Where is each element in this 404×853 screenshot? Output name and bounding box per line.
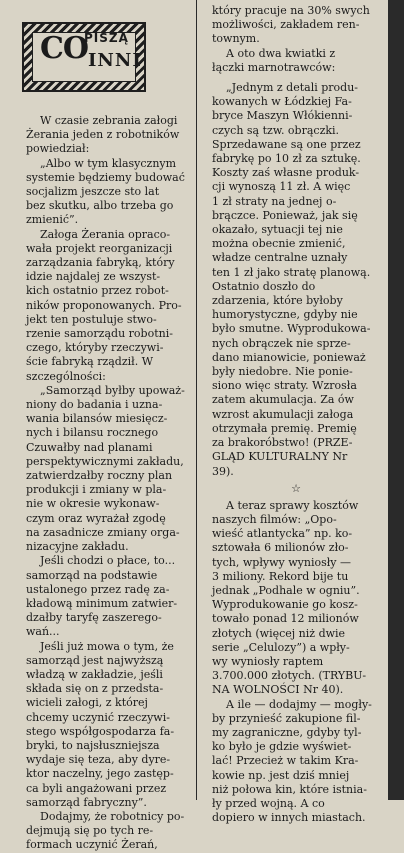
page-edge-shadow (388, 0, 404, 800)
text-line: jekt ten postuluje stwo- (26, 312, 157, 326)
text-line: ko było je gdzie wyświet- (212, 740, 352, 754)
text-line: zdarzenia, które byłoby (212, 294, 343, 308)
text-line: bez skutku, albo trzeba go (26, 199, 174, 213)
text-line: 3.700.000 złotych. (TRYBU- (212, 669, 367, 683)
text-line: brączce. Ponieważ, jak się (212, 208, 358, 222)
text-line: chcemy uczynić rzeczywi- (26, 710, 170, 724)
text-line: czego, któryby rzeczywi- (26, 341, 164, 355)
text-line: wy wyniosły raptem (212, 654, 324, 668)
text-line: Żerania jeden z robotników (26, 128, 180, 142)
left-column (0, 0, 196, 852)
text-line: nych i bilansu rocznego (26, 426, 159, 440)
column-divider (196, 0, 197, 800)
text-line: powiedział: (26, 142, 90, 156)
text-line: wała projekt reorganizacji (26, 241, 173, 255)
text-line: ca byli angażowani przez (26, 781, 167, 795)
text-line: wania bilansów miesięcz- (26, 412, 168, 426)
right-column (200, 0, 388, 825)
text-line: rzenie samorządu robotni- (26, 327, 173, 341)
text-line: naszych filmów: „Opo- (212, 512, 337, 526)
text-line: kowanych w Łódzkiej Fa- (212, 95, 352, 109)
text-line: za brakoróbstwo! (PRZE- (212, 436, 353, 450)
text-line: formach uczynić Żerań, (26, 838, 158, 852)
text-line: czych są tzw. obrączki. (212, 123, 340, 137)
text-line: GLĄD KULTURALNY Nr (212, 450, 348, 464)
text-line: samorząd fabryczny”. (26, 795, 147, 809)
text-line: serie „Celulozy”) a wpły- (212, 640, 350, 654)
text-line: zarządzania fabryką, który (26, 256, 175, 270)
text-line: wzrost akumulacji załoga (212, 407, 354, 421)
text-line: nizacyjne zakładu. (26, 540, 129, 554)
text-line: dejmują się po tych re- (26, 824, 154, 838)
text-line: samorząd na podstawie (26, 568, 158, 582)
text-line: kich ostatnio przez robot- (26, 284, 169, 298)
text-line: wydaje się teza, aby dyre- (26, 753, 171, 767)
text-line: ten 1 zł jako stratę planową. (212, 265, 371, 279)
text-line: władzą w zakładzie, jeśli (26, 667, 163, 681)
text-line: sztowała 6 milionów zło- (212, 541, 349, 555)
text-line: „Samorząd byłby upoważ- (40, 383, 185, 397)
logo-pisza: PISZĄ (84, 31, 129, 45)
text-line: ustalonego przez radę za- (26, 582, 170, 596)
text-line: wicieli załogi, z której (26, 696, 148, 710)
text-line: zmienić”. (26, 213, 79, 227)
text-line: można obecnie zmienić, (212, 237, 346, 251)
text-line: niż połowa kin, które istnia- (212, 782, 367, 796)
star-separator-icon: ☆ (291, 481, 301, 495)
text-line: niony do badania i uzna- (26, 398, 163, 412)
text-line: „Jednym z detali produ- (226, 81, 359, 95)
text-line: 39). (212, 464, 234, 478)
text-line: dano mianowicie, ponieważ (212, 350, 366, 364)
text-line: samorząd jest najwyższą (26, 653, 164, 667)
text-line: NA WOLNOŚCI Nr 40). (212, 683, 344, 697)
text-line: Jeśli chodzi o płace, to... (40, 554, 176, 568)
text-line: Wyprodukowanie go kosz- (212, 598, 358, 612)
text-line: otrzymała premię. Premię (212, 421, 357, 435)
text-line: tych, wpływy wyniosły — (212, 555, 352, 569)
text-line: fabrykę po 10 zł za sztukę. (212, 152, 361, 166)
logo-co: CO (40, 31, 89, 66)
text-line: łączki marnotrawców: (212, 60, 336, 74)
text-line: nych obrączek nie sprze- (212, 336, 351, 350)
text-line: ły przed wojną. A co (212, 796, 325, 810)
text-line: Ostatnio doszło do (212, 279, 316, 293)
text-line: dopiero w innych miastach. (212, 811, 366, 825)
text-line: perspektywicznymi zakładu, (26, 454, 184, 468)
text-line: były niedobre. Nie ponie- (212, 365, 353, 379)
text-line: kładową minimum zatwier- (26, 596, 178, 610)
text-line: możliwości, zakładem ren- (212, 18, 360, 32)
text-line: A oto dwa kwiatki z (226, 46, 336, 60)
text-line: złotych (więcej niż dwie (212, 626, 346, 640)
logo-inni: INNI (88, 50, 142, 71)
text-line: my zagraniczne, gdyby tyl- (212, 725, 362, 739)
text-line: Jeśli już mowa o tym, że (40, 639, 174, 653)
text-line: Sprzedawane są one przez (212, 137, 361, 151)
text-line: jednak „Podhale w ogniu”. (212, 583, 360, 597)
text-line: Załoga Żerania opraco- (40, 227, 171, 241)
text-line: Czuwałby nad planami (26, 440, 153, 454)
text-line: na zasadnicze zmiany orga- (26, 525, 180, 539)
text-line: Koszty zaś własne produk- (212, 166, 360, 180)
right-article-text (212, 4, 380, 825)
text-line: cji wynoszą 11 zł. A więc (212, 180, 351, 194)
text-line: nie w okresie wykonaw- (26, 497, 160, 511)
text-line: ście fabryką rządził. W (26, 355, 154, 369)
left-article-text (26, 114, 192, 853)
text-line: lać! Przecież w takim Kra- (212, 754, 359, 768)
co-pisza-inni-logo (22, 22, 146, 92)
text-line: systemie będziemy budować (26, 170, 185, 184)
text-line: bryki, to najsłuszniejsza (26, 738, 160, 752)
text-line: humorystyczne, gdyby nie (212, 308, 358, 322)
text-line: siono więc straty. Wzrosła (212, 379, 357, 393)
text-line: townym. (212, 32, 260, 46)
text-line: wieść atlantycka” np. ko- (212, 527, 353, 541)
text-line: dzałby taryfę zaszerego- (26, 611, 162, 625)
text-line: 3 miliony. Rekord bije tu (212, 569, 349, 583)
text-line: ktor naczelny, jego zastęp- (26, 767, 174, 781)
text-line: A teraz sprawy kosztów (226, 498, 359, 512)
text-line: czym oraz wyrażał zgodę (26, 511, 166, 525)
text-line: idzie najdalej ze wszyst- (26, 270, 161, 284)
text-line: ników proponowanych. Pro- (26, 298, 182, 312)
text-line: okazało, sytuacji tej nie (212, 223, 343, 237)
text-line: zatem akumulacja. Za ów (212, 393, 354, 407)
text-line: który pracuje na 30% swych (212, 4, 370, 17)
text-line: socjalizm jeszcze sto lat (26, 185, 160, 199)
text-line: wań... (26, 625, 60, 639)
text-line: władze centralne uznały (212, 251, 348, 265)
text-line: Dodajmy, że robotnicy po- (40, 809, 185, 823)
text-line: bryce Maszyn Włókienni- (212, 109, 353, 123)
text-line: było smutne. Wyprodukowa- (212, 322, 371, 336)
text-line: W czasie zebrania załogi (40, 114, 178, 127)
text-line: A ile — dodajmy — mogły- (226, 697, 372, 711)
text-line: kowie np. jest dziś mniej (212, 768, 350, 782)
text-line: stego współgospodarza fa- (26, 724, 175, 738)
text-line: 1 zł straty na jednej o- (212, 194, 337, 208)
text-line: zatwierdzałby roczny plan (26, 469, 173, 483)
text-line: szczególności: (26, 369, 106, 383)
text-line: składa się on z przedsta- (26, 682, 164, 696)
text-line: produkcji i zmiany w pla- (26, 483, 167, 497)
text-line: „Albo w tym klasycznym (40, 156, 177, 170)
text-line: towało ponad 12 milionów (212, 612, 359, 626)
text-line: by przynieść zakupione fil- (212, 711, 361, 725)
